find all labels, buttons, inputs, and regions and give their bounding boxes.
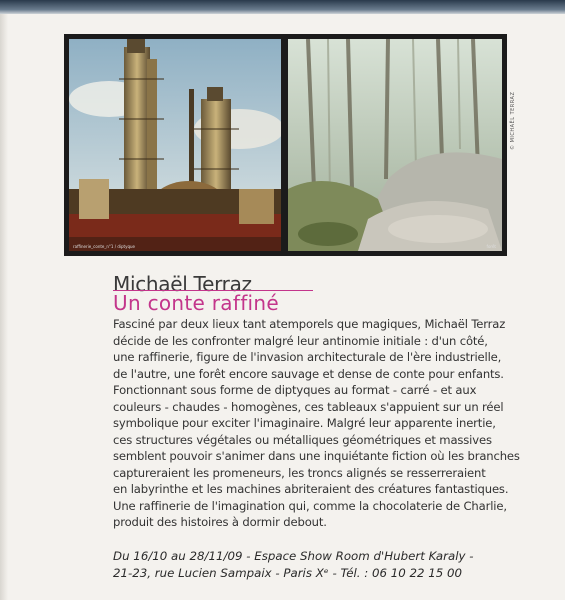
info-dates-venue: Du 16/10 au 28/11/09 - Espace Show Room d'Hubert Karaly -: [113, 549, 474, 563]
page-fold-shadow: [0, 14, 8, 600]
body-line: semblent pouvoir s'animer dans une inquiétante fiction où les branches: [113, 449, 520, 463]
forest-caption: forêt: [486, 244, 496, 249]
body-line: Une raffinerie de l'imagination qui, comme la chocolaterie de Charlie,: [113, 498, 507, 513]
body-line: Fonctionnant sous forme de diptyques au format - carré - et aux: [113, 383, 477, 397]
body-line: ces structures végétales ou métalliques géométriques et massives: [113, 432, 492, 447]
article-subtitle: Un conte raffiné: [113, 290, 313, 315]
artist-name: Michaël Terraz: [113, 272, 252, 296]
photo-credit: © MICHAËL TERRAZ: [510, 91, 516, 150]
diptych-photo-frame: [64, 34, 507, 256]
body-line: Fasciné par deux lieux tant atemporels que magiques, Michaël Terraz: [113, 317, 506, 331]
body-line: une raffinerie, figure de l'invasion architecturale de l'ère industrielle,: [113, 350, 502, 364]
forest-photo: [288, 39, 502, 251]
refinery-photo: [69, 39, 281, 251]
body-line: captureraient les promeneurs, les troncs alignés se resserreraient: [113, 465, 486, 480]
body-line: de l'autre, une forêt encore sauvage et dense de conte pour enfants.: [113, 366, 504, 381]
refinery-caption: raffinerie_conte_n°1 / diptyque: [73, 244, 136, 249]
body-line: symbolique pour exciter l'imaginaire. Malgré leur apparente inertie,: [113, 416, 496, 430]
forest-image: [288, 39, 502, 251]
body-line: couleurs - chaudes - homogènes, ces tableaux s'appuient sur un réel: [113, 399, 504, 414]
top-edge-bar: [0, 0, 565, 14]
info-address-phone: 21-23, rue Lucien Sampaix - Paris Xᵉ - Tél. : 06 10 22 15 00: [113, 566, 463, 580]
body-line: décide de les confronter malgré leur antinomie initiale : d'un côté,: [113, 333, 488, 348]
exhibition-info: [113, 548, 513, 582]
body-line: en labyrinthe et les machines abriteraient des créatures fantastiques.: [113, 482, 509, 496]
article-body: [113, 316, 520, 531]
refinery-image: [69, 39, 281, 251]
body-line: produit des histoires à dormir debout.: [113, 515, 327, 529]
